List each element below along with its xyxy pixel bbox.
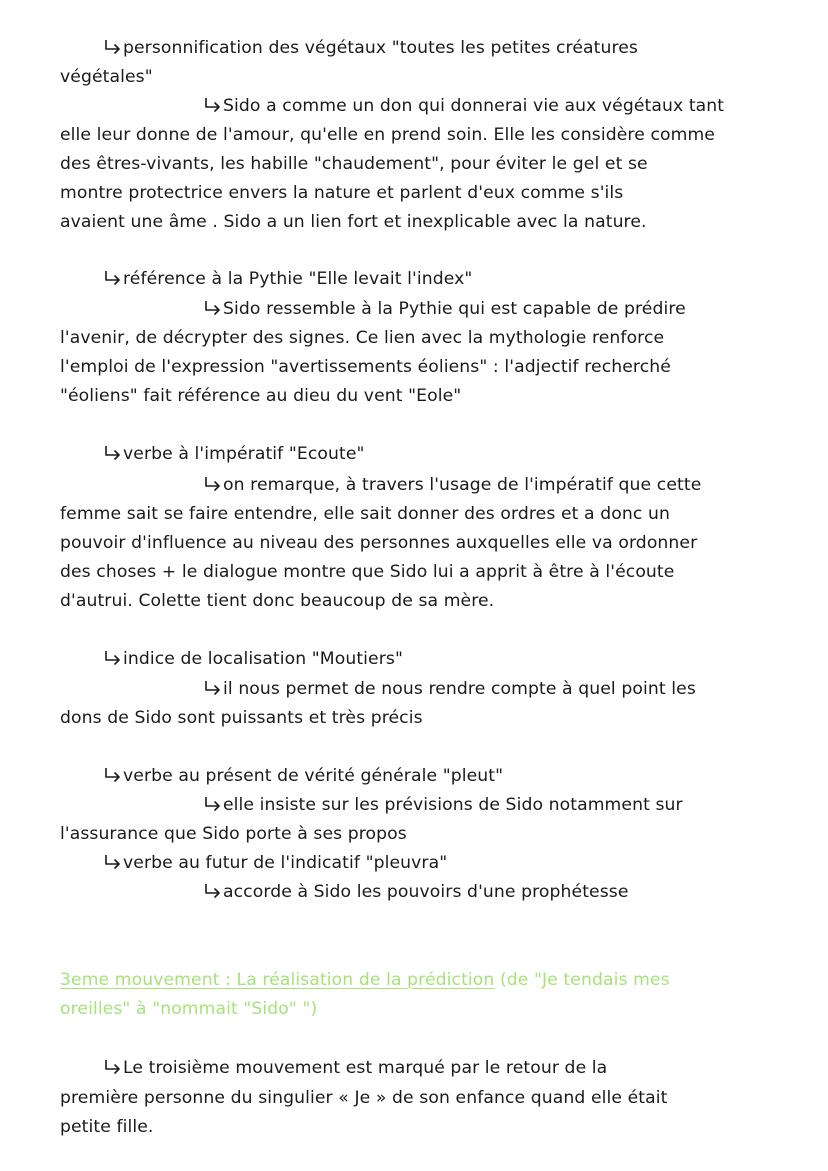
down-right-arrow-icon [104,651,121,665]
analysis-point: verbe au futur de l'indicatif "pleuvra" [104,852,447,874]
down-right-arrow-icon [104,1060,121,1074]
analysis-point-continued: végétales" [60,67,153,87]
explanation-line: elle insiste sur les prévisions de Sido notamment sur [204,794,683,816]
down-right-arrow-icon [104,855,121,869]
section-heading [60,969,670,991]
section-heading-rest: (de "Je tendais mes [494,970,670,990]
analysis-point: verbe au présent de vérité générale "pleut" [104,765,503,787]
paragraph-line: première personne du singulier « Je » de son enfance quand elle était [60,1088,668,1108]
analysis-point: personnification des végétaux "toutes les petites créatures [104,37,638,59]
analysis-point: référence à la Pythie "Elle levait l'index" [104,268,472,290]
explanation-line: "éoliens" fait référence au dieu du vent "Eole" [60,386,462,406]
down-right-arrow-icon [104,40,121,54]
explanation-line: pouvoir d'influence au niveau des personnes auxquelles elle va ordonner [60,533,698,553]
explanation-line: l'assurance que Sido porte à ses propos [60,824,407,844]
down-right-arrow-icon [204,477,221,491]
down-right-arrow-icon [204,797,221,811]
down-right-arrow-icon [204,884,221,898]
explanation-line: des choses + le dialogue montre que Sido lui a apprit à être à l'écoute [60,562,675,582]
explanation-line: femme sait se faire entendre, elle sait donner des ordres et a donc un [60,504,670,524]
down-right-arrow-icon [104,446,121,460]
down-right-arrow-icon [204,681,221,695]
down-right-arrow-icon [204,301,221,315]
explanation-line: des êtres-vivants, les habille "chaudement", pour éviter le gel et se [60,154,648,174]
explanation-line: avaient une âme . Sido a un lien fort et inexplicable avec la nature. [60,212,647,232]
explanation-line: il nous permet de nous rendre compte à quel point les [204,678,696,700]
explanation-line: accorde à Sido les pouvoirs d'une prophétesse [204,881,629,903]
explanation-line: Sido a comme un don qui donnerai vie aux végétaux tant [204,95,724,117]
explanation-line: l'emploi de l'expression "avertissements éoliens" : l'adjectif recherché [60,357,671,377]
analysis-point: verbe à l'impératif "Ecoute" [104,443,365,465]
explanation-line: d'autrui. Colette tient donc beaucoup de sa mère. [60,591,495,611]
section-heading-underlined: 3eme mouvement : La réalisation de la prédiction [60,970,495,990]
down-right-arrow-icon [104,768,121,782]
section-heading-continued: oreilles" à "nommait "Sido" ") [60,999,318,1019]
analysis-point: indice de localisation "Moutiers" [104,648,403,670]
explanation-line: Sido ressemble à la Pythie qui est capable de prédire [204,298,686,320]
down-right-arrow-icon [104,271,121,285]
explanation-line: elle leur donne de l'amour, qu'elle en prend soin. Elle les considère comme [60,125,715,145]
explanation-line: on remarque, à travers l'usage de l'impératif que cette [204,474,701,496]
explanation-line: dons de Sido sont puissants et très précis [60,708,423,728]
explanation-line: montre protectrice envers la nature et parlent d'eux comme s'ils [60,183,624,203]
paragraph-line: petite fille. [60,1117,154,1137]
explanation-line: l'avenir, de décrypter des signes. Ce lien avec la mythologie renforce [60,328,665,348]
analysis-point: Le troisième mouvement est marqué par le retour de la [104,1057,607,1079]
down-right-arrow-icon [204,98,221,112]
